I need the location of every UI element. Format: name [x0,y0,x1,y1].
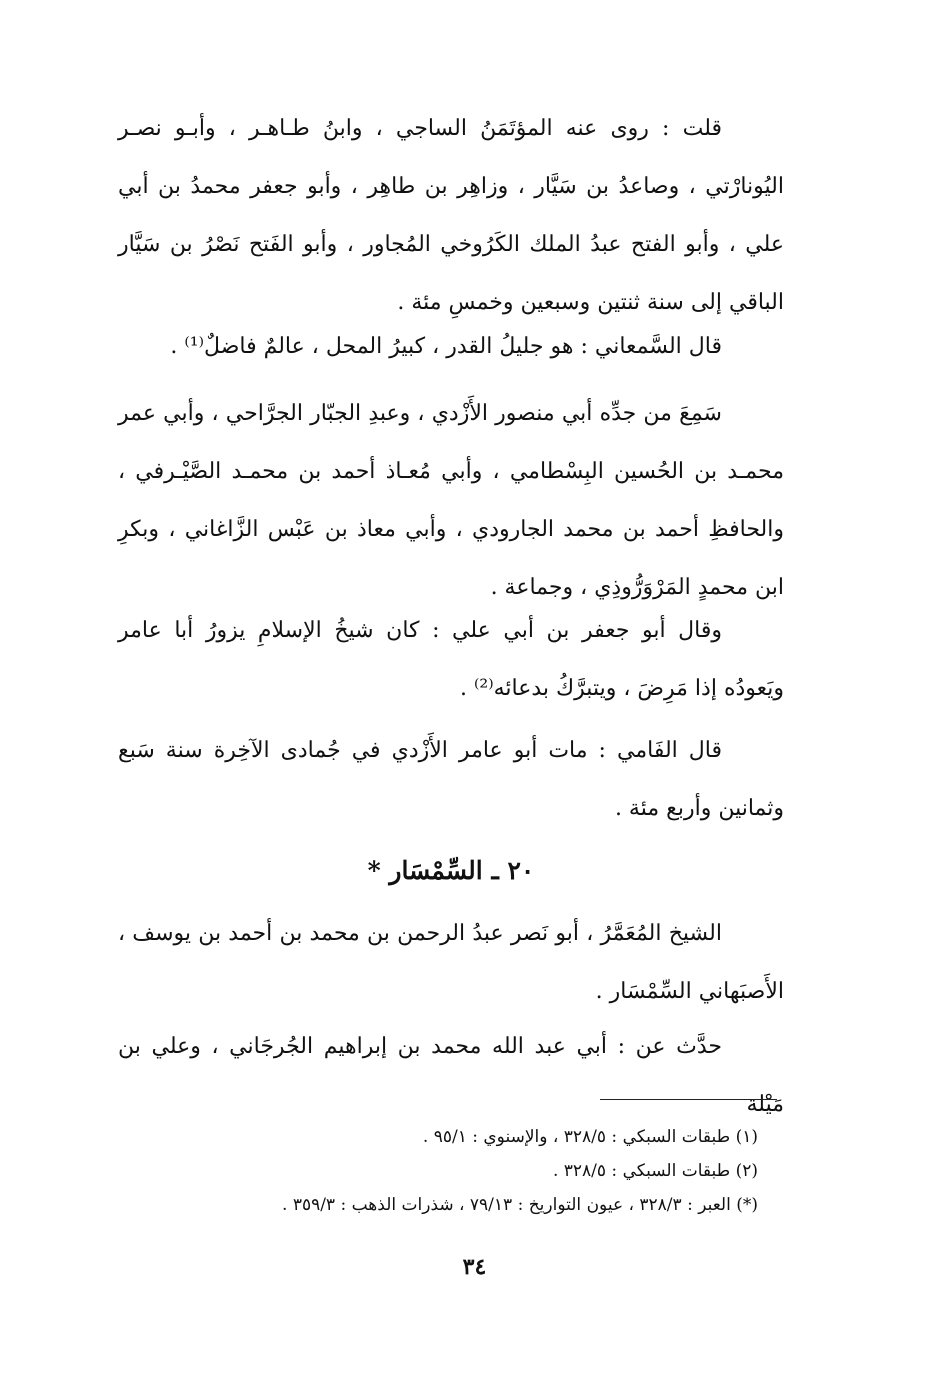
paragraph-narrated-from [118,1018,784,1134]
paragraph-text: حدَّث عن : أبي عبد الله محمد بن إبراهيم الجُرجَاني ، وعلي بن مَيْلة [118,1034,784,1117]
paragraph-death-date [118,722,784,838]
paragraph-text: قلت : روى عنه المؤتَمَنُ الساجي ، وابنُ طـاهـر ، وأبـو نصـر اليُونارْتي ، وصاعدُ بن سَيَّار ، وزاهِر بن طاهِر ، وأبو جعفر محمدُ بن أبي علي ، وأبو الفتح عبدُ الملك الكَرُوخي المُجاور ، وأبو الفَتح نَصْرُ بن سَيَّار الباقي إلى سنة ثنتين وسبعين وخمسِ مئة . [118,116,784,315]
footnotes [118,1120,758,1222]
footnote-1: (١) طبقات السبكي : ٣٢٨/٥ ، والإسنوي : ٩٥/١ . [422,1127,758,1147]
section-heading: ٢٠ ـ السِّمْسَار * [367,856,535,885]
paragraph-text: وقال أبو جعفر بن أبي علي : كان شيخُ الإسلامِ يزورُ أبا عامر ويَعودُه إذا مَرِضَ ، ويتبرَّكُ بدعائه⁽²⁾ . [118,618,784,701]
paragraph-biography-intro [118,905,784,1021]
paragraph-narrators [118,100,784,332]
paragraph-abu-jafar-quote [118,602,784,718]
paragraph-samani-quote [118,318,784,376]
paragraph-heard-from [118,385,784,617]
page-number: ٣٤ [462,1254,487,1280]
paragraph-text: قال السَّمعاني : هو جليلُ القدر ، كبيرُ المحل ، عالمٌ فاضلٌ⁽¹⁾ . [170,334,722,359]
footnote-divider [600,1099,777,1100]
footnote-star: (*) العبر : ٣٢٨/٣ ، عيون التواريخ : ٧٩/١٣ ، شذرات الذهب : ٣٥٩/٣ . [282,1195,758,1215]
footnote-2: (٢) طبقات السبكي : ٣٢٨/٥ . [552,1161,758,1181]
paragraph-text: الشيخ المُعَمَّرُ ، أبو نَصر عبدُ الرحمن بن محمد بن أحمد بن يوسف ، الأَصبَهاني السِّمْسَار . [118,921,784,1004]
paragraph-text: سَمِعَ من جدِّه أبي منصور الأَزْدي ، وعبدِ الجبّار الجرَّاحي ، وأبي عمر محمـد بن الحُسين البِسْطامي ، وأبي مُعـاذ أحمد بن محمـد الصَّيْـرفي ، والحافظِ أحمد بن محمد الجارودي ، وأبي معاذ بن عَبْس الزَّاغاني ، وبكرِ ابن محمدٍ المَرْوَرُّوذِي ، وجماعة . [118,401,784,600]
paragraph-text: قال الفَامي : مات أبو عامر الأَزْدي في جُمادى الآخِرة سنة سَبع وثمانين وأربع مئة . [118,738,784,821]
